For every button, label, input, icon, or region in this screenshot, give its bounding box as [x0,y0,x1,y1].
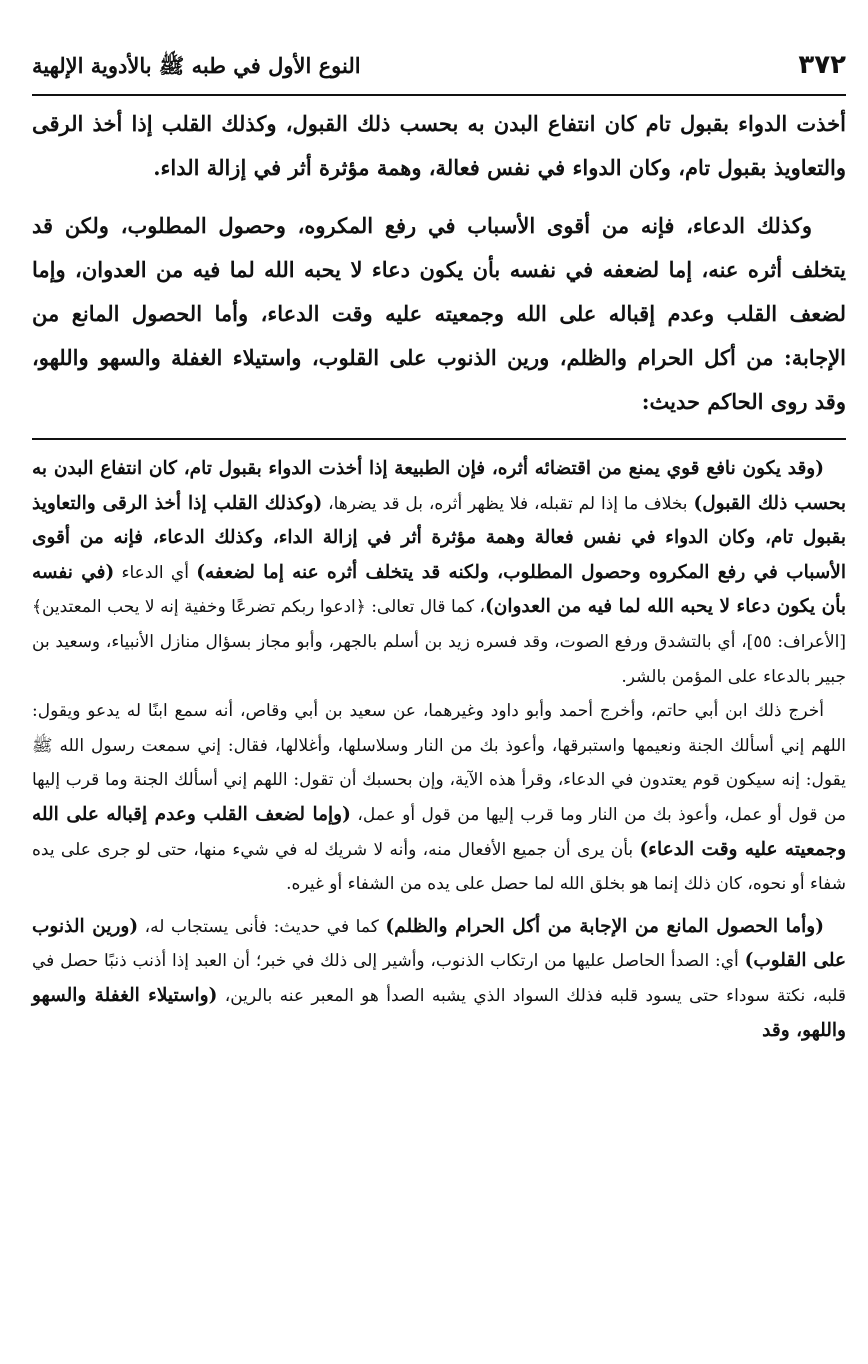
commentary-divider [32,438,846,440]
main-paragraph-2: وكذلك الدعاء، فإنه من أقوى الأسباب في رفع المكروه، وحصول المطلوب، ولكن قد يتخلف أثره عنه، إما لضعفه في نفسه بأن يكون دعاء لا يحبه الله لما فيه من العدوان، وإما لضعف القلب وعدم إقباله على الله وجمعيته عليه وقت الدعاء، وأما الحصول المانع من الإجابة: من أكل الحرام والظلم، ورين الذنوب على القلوب، واستيلاء الغفلة والسهو واللهو، وقد روى الحاكم حديث: [32,213,846,414]
page-number: ٣٧٢ [798,50,846,80]
commentary-paragraph-2 [32,694,846,902]
main-paragraph-1: أخذت الدواء بقبول تام كان انتفاع البدن به بحسب ذلك القبول، وكذلك القلب إذا أخذ الرقى والتعاويذ بقبول تام، وكان الدواء في نفس فعالة، وهمة مؤثرة أثر في إزالة الداء. [32,111,846,180]
explanation-text: ، كما قال تعالى: ﴿ادعوا ربكم تضرعًا وخفية إنه لا يحب المعتدين﴾ [الأعراف: ٥٥]، أي بالتشدق ورفع الصوت، وقد فسره زيد بن أسلم بالجهر، وأبو مجاز بسؤال منازل الأنبياء، وسعيد بن جبير بالدعاء على المؤمن بالشر. [32,597,846,687]
quoted-text: (وكذلك القلب إذا أخذ الرقى والتعاويذ بقبول تام، وكان الدواء في نفس فعالة وهمة مؤثرة أثر في إزالة الداء، وكذلك الدعاء، فإنه من أقوى الأسباب في رفع المكروه وحصول المطلوب، ولكنه قد يتخلف أثره عنه إما لضعفه) [32,492,846,583]
explanation-text: بأن يرى أن جميع الأفعال منه، وأنه لا شريك له في شيء منها، حتى لو جرى على يده شفاء أو نحوه، كان ذلك إنما هو بخلق الله لما حصل على يده من الشفاء أو غيره. [32,839,846,895]
main-text [32,102,846,424]
quoted-text: (في نفسه بأن يكون دعاء لا يحبه الله لما فيه من العدوان) [32,561,846,618]
running-title: النوع الأول في طبه ﷺ بالأدوية الإلهية [32,53,361,78]
explanation-text: أخرج ذلك ابن أبي حاتم، وأخرج أحمد وأبو داود وغيرهما، عن سعيد بن أبي وقاص، أنه سمع ابنًا له يدعو ويقول: اللهم إني أسألك الجنة ونعيمها واستبرقها، وأعوذ بك من النار وسلاسلها، وأغلالها، فقال: إني سمعت رسول الله ﷺ يقول: إنه سيكون قوم يعتدون في الدعاء، وقرأ هذه الآية، وإن بحسبك أن تقول: اللهم إني أسألك الجنة وما قرب إليها من قول أو عمل، وأعوذ بك من النار وما قرب إليها من قول أو عمل، [32,701,847,825]
commentary-paragraph-1 [32,452,846,694]
explanation-text: أي: الصدأ الحاصل عليها من ارتكاب الذنوب، وأشير إلى ذلك في خبر؛ أن العبد إذا أذنب ذنبًا حصل في قلبه، نكتة سوداء حتى يسود قلبه فذلك السواد الذي يشبه الصدأ هو المعبر عنه بالرين، [32,951,847,1006]
quoted-text: (وأما الحصول المانع من الإجابة من أكل الحرام والظلم) [385,915,824,937]
page-header [32,50,846,96]
quoted-text: (وقد يكون نافع قوي يمنع من اقتضائه أثره، فإن الطبيعة إذا أخذت الدواء بقبول تام، كان انتفاع البدن به بحسب ذلك القبول) [32,458,846,514]
explanation-text: كما في حديث: فأنى يستجاب له، [138,916,386,937]
explanation-text: أي الدعاء [114,562,197,583]
book-page [32,50,846,1364]
commentary-paragraph-3 [32,910,846,1048]
quoted-text: (واستيلاء الغفلة والسهو واللهو، وقد [32,984,846,1041]
quoted-text: (وإما لضعف القلب وعدم إقباله على الله وجمعيته عليه وقت الدعاء) [32,803,847,860]
commentary-text [32,452,846,1048]
quoted-text: (ورين الذنوب على القلوب) [32,915,846,972]
explanation-text: بخلاف ما إذا لم تقبله، فلا يظهر أثره، بل قد يضرها، [322,493,694,514]
